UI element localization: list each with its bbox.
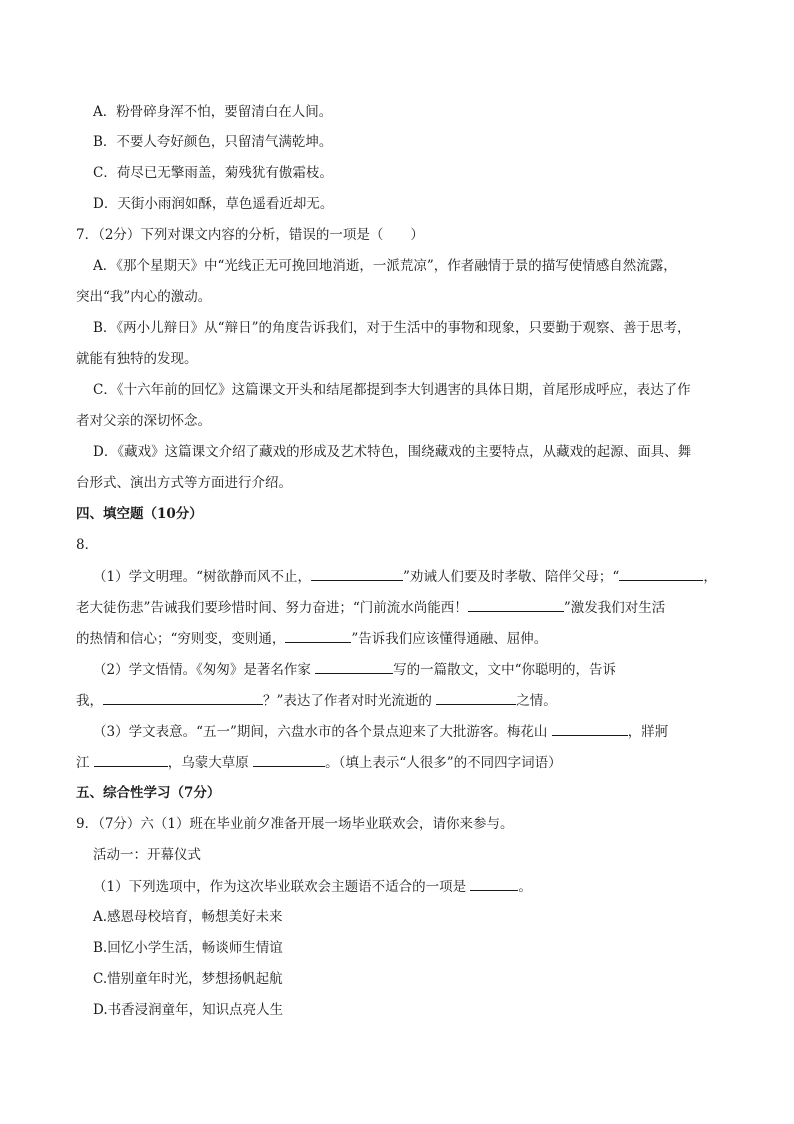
answer-blank[interactable] bbox=[436, 690, 516, 705]
q8-part2-line1 bbox=[93, 659, 616, 680]
q7-option-c-line1: C．《十六年前的回忆》这篇课文开头和结尾都提到李大钊遇害的具体日期，首尾形成呼应，表达了作 bbox=[93, 382, 691, 398]
activity-one-label: 活动一：开幕仪式 bbox=[93, 847, 201, 863]
q8-text: ， bbox=[703, 569, 717, 585]
q6-option-c: C．荷尽已无擎雨盖，菊残犹有傲霜枝。 bbox=[93, 165, 333, 181]
answer-blank[interactable] bbox=[94, 752, 168, 767]
q8-text: 之情。 bbox=[516, 693, 557, 709]
q8-part2-line2 bbox=[76, 690, 557, 711]
q8-text: ”告诉我们应该懂得通融、屈伸。 bbox=[351, 631, 548, 647]
q9-text: （1）下列选项中，作为这次毕业联欢会主题语不适合的一项是 bbox=[93, 879, 467, 895]
q8-text: 。（填上表示“人很多”的不同四字词语） bbox=[325, 755, 562, 771]
answer-blank[interactable] bbox=[470, 876, 518, 891]
answer-blank[interactable] bbox=[285, 628, 351, 643]
q6-option-a: A．粉骨碎身浑不怕，要留清白在人间。 bbox=[93, 104, 333, 120]
answer-blank[interactable] bbox=[311, 566, 403, 581]
q9-sub1 bbox=[93, 876, 532, 897]
q8-part1-line2 bbox=[76, 597, 665, 618]
q9-stem: 9．（7分）六（1）班在毕业前夕准备开展一场毕业联欢会，请你来参与。 bbox=[76, 816, 514, 832]
answer-blank[interactable] bbox=[103, 690, 263, 705]
section5-title: 五、综合性学习（7分） bbox=[76, 785, 221, 801]
section4-title: 四、填空题（10分） bbox=[76, 506, 203, 522]
q7-option-d-line2: 台形式、演出方式等方面进行介绍。 bbox=[76, 475, 292, 491]
answer-blank[interactable] bbox=[253, 752, 325, 767]
answer-blank[interactable] bbox=[315, 659, 393, 674]
answer-blank[interactable] bbox=[619, 566, 703, 581]
q8-text: （3）学文表意。“五一”期间，六盘水市的各个景点迎来了大批游客。梅花山 bbox=[93, 724, 548, 740]
q6-option-d: D．天街小雨润如酥，草色遥看近却无。 bbox=[93, 196, 334, 212]
q9-option-a: A.感恩母校培育，畅想美好未来 bbox=[93, 909, 283, 925]
q8-text: ，乌蒙大草原 bbox=[167, 755, 249, 771]
q8-text: （1）学文明理。“树欲静而风不止， bbox=[93, 569, 311, 585]
q8-text: 江 bbox=[76, 755, 90, 771]
q8-part1-line3 bbox=[76, 628, 547, 649]
q8-part1-line1 bbox=[93, 566, 717, 587]
q7-option-a-line1: A．《那个星期天》中“光线正无可挽回地消逝，一派荒凉”，作者融情于景的描写使情感自然流露， bbox=[93, 258, 677, 274]
q8-text: 老大徒伤悲”告诫我们要珍惜时间、努力奋进；“门前流水尚能西！ bbox=[76, 600, 468, 616]
q8-text: ，牂牁 bbox=[627, 724, 669, 740]
q8-text: 我， bbox=[76, 693, 103, 709]
q8-text: 的热情和信心；“穷则变，变则通， bbox=[76, 631, 286, 647]
q6-option-b: B．不要人夸好颜色，只留清气满乾坤。 bbox=[93, 134, 333, 150]
q7-option-c-line2: 者对父亲的深切怀念。 bbox=[76, 413, 211, 429]
answer-blank[interactable] bbox=[552, 721, 628, 736]
q9-text: 。 bbox=[518, 879, 532, 895]
answer-blank[interactable] bbox=[468, 597, 564, 612]
q8-part3-line1 bbox=[93, 721, 668, 742]
q7-stem: 7．（2分）下列对课文内容的分析，错误的一项是（ ） bbox=[76, 227, 424, 243]
q8-number: 8． bbox=[76, 537, 99, 553]
q9-option-c: C.惜别童年时光，梦想扬帆起航 bbox=[93, 971, 283, 987]
q8-text: ”激发我们对生活 bbox=[563, 600, 666, 616]
q7-option-b-line2: 就能有独特的发现。 bbox=[76, 351, 198, 367]
q8-text: ？”表达了作者对时光流逝的 bbox=[263, 693, 432, 709]
q8-text: 写的一篇散文，文中“你聪明的，告诉 bbox=[393, 662, 617, 678]
q9-option-d: D.书香浸润童年，知识点亮人生 bbox=[93, 1002, 284, 1018]
q9-option-b: B.回忆小学生活，畅谈师生情谊 bbox=[93, 940, 283, 956]
q8-text: ”劝诫人们要及时孝敬、陪伴父母；“ bbox=[403, 569, 620, 585]
q7-option-d-line1: D．《藏戏》这篇课文介绍了藏戏的形成及艺术特色，围绕藏戏的主要特点，从藏戏的起源、面具、舞 bbox=[93, 444, 692, 460]
q7-option-a-line2: 突出“我”内心的激动。 bbox=[76, 289, 212, 305]
q7-option-b-line1: B．《两小儿辩日》从“辩日”的角度告诉我们，对于生活中的事物和现象，只要勤于观察、善于思考， bbox=[93, 320, 691, 336]
q8-part3-line2 bbox=[76, 752, 562, 773]
q8-text: （2）学文悟情。《匆匆》是著名作家 bbox=[93, 662, 311, 678]
